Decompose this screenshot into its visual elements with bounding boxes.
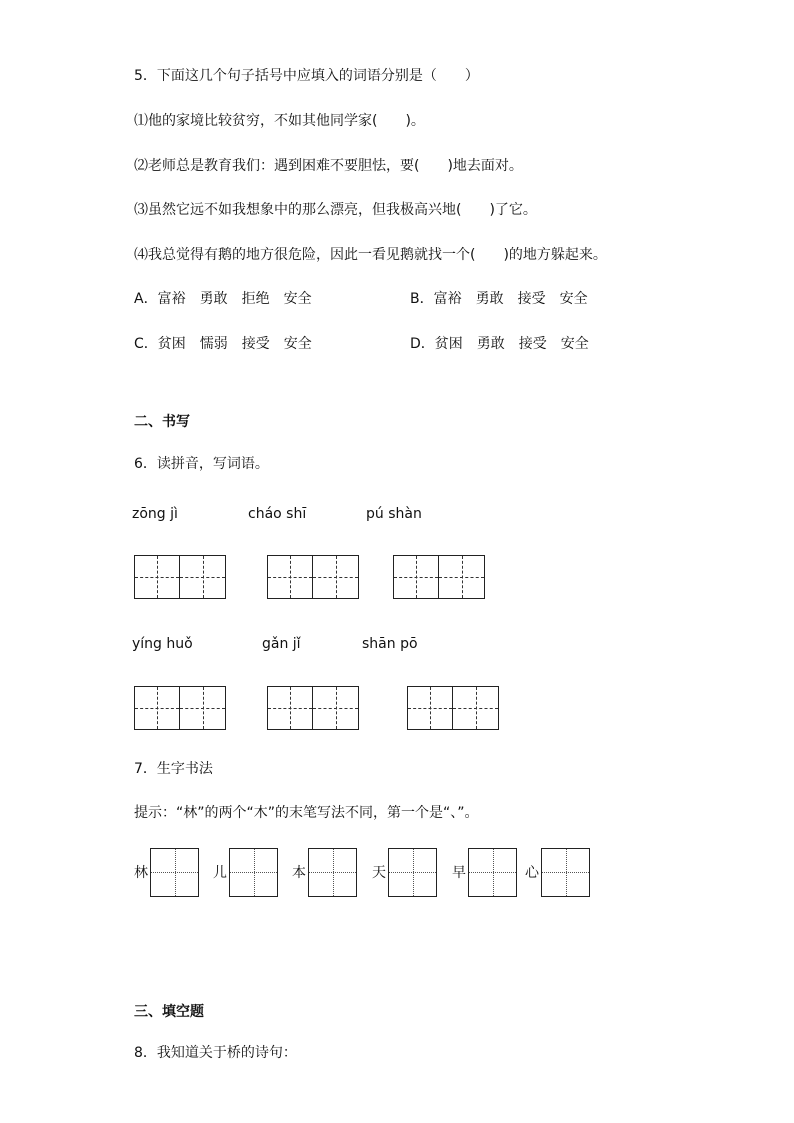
pinyin-shanpo: shān pō [362,636,418,652]
writing-cell[interactable] [267,686,313,730]
writing-cell[interactable] [313,686,359,730]
writing-cell[interactable] [308,848,357,897]
char-label: 天 [372,865,386,881]
writing-cell[interactable] [180,555,226,599]
section-3-heading: 三、填空题 [134,1004,204,1020]
q5-sentence-1: ⑴他的家境比较贫穷，不如其他同学家( )。 [134,113,425,129]
calligraphy-lin[interactable] [134,847,199,897]
writing-cell[interactable] [453,686,499,730]
q6-stem: 6．读拼音，写词语。 [134,456,269,472]
char-label: 早 [452,865,466,881]
pinyin-ganji: gǎn jǐ [262,636,301,652]
writing-cell[interactable] [407,686,453,730]
q5-sentence-2: ⑵老师总是教育我们：遇到困难不要胆怯，要( )地去面对。 [134,158,523,174]
pinyin-zongji: zōng jì [132,506,178,522]
char-label: 心 [525,865,539,881]
writing-cell[interactable] [229,848,278,897]
q8-stem: 8．我知道关于桥的诗句： [134,1045,297,1061]
writing-cell[interactable] [541,848,590,897]
calligraphy-zao[interactable] [452,847,517,897]
char-label: 林 [134,865,148,881]
writing-cell[interactable] [150,848,199,897]
writing-cell[interactable] [388,848,437,897]
q5-option-d[interactable]: D．贫困 勇敢 接受 安全 [410,336,589,352]
q5-option-a[interactable]: A．富裕 勇敢 拒绝 安全 [134,291,312,307]
pinyin-yinghuo: yíng huǒ [132,636,193,652]
answer-box-shanpo[interactable] [407,686,499,730]
answer-box-zongji[interactable] [134,555,226,599]
writing-cell[interactable] [439,555,485,599]
q5-option-c[interactable]: C．贫困 懦弱 接受 安全 [134,336,312,352]
answer-box-yinghuo[interactable] [134,686,226,730]
q5-sentence-4: ⑷我总觉得有鹅的地方很危险，因此一看见鹅就找一个( )的地方躲起来。 [134,247,607,263]
answer-box-ganji[interactable] [267,686,359,730]
answer-box-chaoshi[interactable] [267,555,359,599]
q5-option-b[interactable]: B．富裕 勇敢 接受 安全 [410,291,588,307]
writing-cell[interactable] [134,555,180,599]
writing-cell[interactable] [313,555,359,599]
calligraphy-ben[interactable] [292,847,357,897]
q7-stem: 7．生字书法 [134,761,213,777]
section-2-heading: 二、书写 [134,414,190,430]
q5-sentence-3: ⑶虽然它远不如我想象中的那么漂亮，但我极高兴地( )了它。 [134,202,537,218]
char-label: 本 [292,865,306,881]
char-label: 儿 [213,865,227,881]
pinyin-chaoshi: cháo shī [248,506,307,522]
writing-cell[interactable] [134,686,180,730]
pinyin-pushan: pú shàn [366,506,422,522]
answer-box-pushan[interactable] [393,555,485,599]
writing-cell[interactable] [180,686,226,730]
q5-stem: 5．下面这几个句子括号中应填入的词语分别是（ ） [134,68,479,84]
writing-cell[interactable] [393,555,439,599]
calligraphy-tian[interactable] [372,847,437,897]
calligraphy-er[interactable] [213,847,278,897]
q7-hint: 提示：“林”的两个“木”的末笔写法不同，第一个是“、”。 [134,805,479,821]
writing-cell[interactable] [468,848,517,897]
writing-cell[interactable] [267,555,313,599]
calligraphy-xin[interactable] [525,847,590,897]
